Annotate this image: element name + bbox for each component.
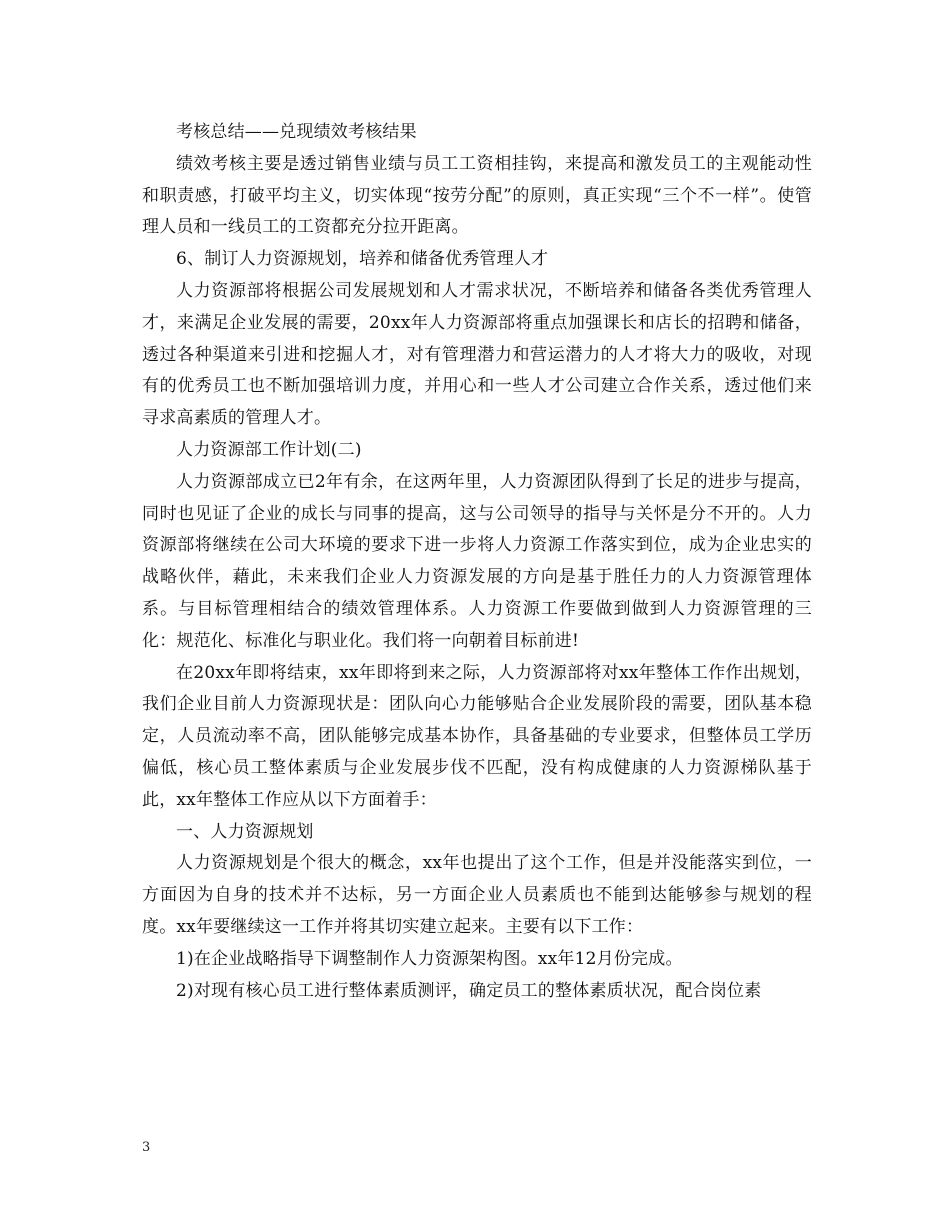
paragraph-hr-current-status: 在20xx年即将结束，xx年即将到来之际，人力资源部将对xx年整体工作作出规划，我们企业目前人力资源现状是：团队向心力能够贴合企业发展阶段的需要，团队基本稳定，人员流动率不高，团队能够完成基本协作，具备基础的专业要求，但整体员工学历偏低，核心员工整体素质与企业发展步伐不匹配，没有构成健康的人力资源梯队基于此，xx年整体工作应从以下方面着手：: [142, 662, 812, 810]
paragraph-hr-planning-concept: 人力资源规划是个很大的概念，xx年也提出了这个工作，但是并没能落实到位，一方面因为自身的技术并不达标，另一方面企业人员素质也不能到达能够参与规划的程度。xx年要继续这一工作并将其切实建立起来。主要有以下工作：: [142, 853, 812, 937]
section-heading-hr-work-plan-2: 人力资源部工作计划(二): [176, 439, 362, 460]
list-item-1: 1)在企业战略指导下调整制作人力资源架构图。xx年12月份完成。: [176, 948, 683, 969]
paragraph-hr-department-history: 人力资源部成立已2年有余，在这两年里，人力资源团队得到了长足的进步与提高，同时也见证了企业的成长与同事的提高，这与公司领导的指导与关怀是分不开的。人力资源部将继续在公司大环境的要求下进一步将人力资源工作落实到位，成为企业忠实的战略伙伴，藉此，未来我们企业人力资源发展的方向是基于胜任力的人力资源管理体系。与目标管理相结合的绩效管理体系。人力资源工作要做到做到人力资源管理的三化：规范化、标准化与职业化。我们将一向朝着目标前进!: [142, 471, 812, 651]
paragraph-performance-assessment: 绩效考核主要是透过销售业绩与员工工资相挂钩，来提高和激发员工的主观能动性和职责感，打破平均主义，切实体现“按劳分配”的原则，真正实现“三个不一样”。使管理人员和一线员工的工资都充分拉开距离。: [142, 153, 812, 238]
paragraph-talent-reserve: 人力资源部将根据公司发展规划和人才需求状况，不断培养和储备各类优秀管理人才，来满足企业发展的需要，20xx年人力资源部将重点加强课长和店长的招聘和储备，透过各种渠道来引进和挖掘人才，对有管理潜力和营运潜力的人才将大力的吸收，对现有的优秀员工也不断加强培训力度，并用心和一些人才公司建立合作关系，透过他们来寻求高素质的管理人才。: [142, 280, 812, 429]
list-item-2: 2)对现有核心员工进行整体素质测评，确定员工的整体素质状况，配合岗位素: [176, 980, 762, 1001]
page-number: 3: [142, 1140, 151, 1155]
section-heading-hr-planning-talent: 6、制订人力资源规划，培养和储备优秀管理人才: [176, 249, 549, 270]
section-heading-hr-planning: 一、人力资源规划: [176, 821, 314, 842]
section-heading-assessment-summary: 考核总结——兑现绩效考核结果: [176, 122, 417, 142]
document-body: [142, 117, 812, 1007]
